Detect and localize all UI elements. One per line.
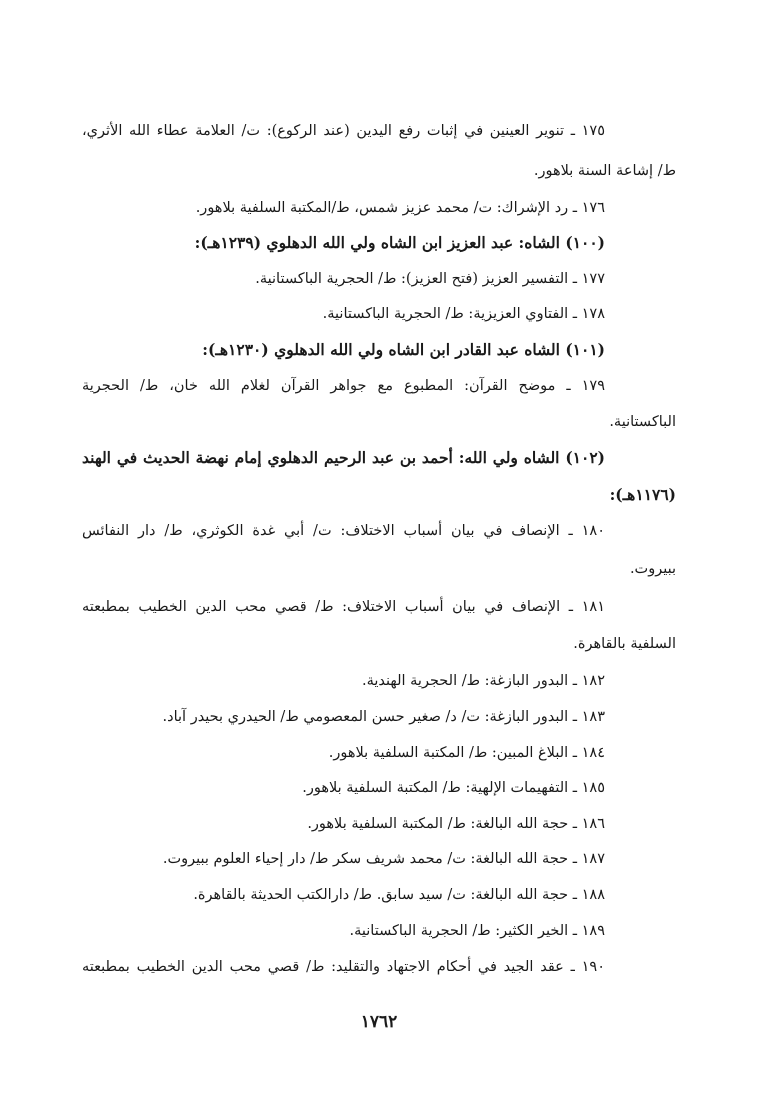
entry-189: ١٨٩ ـ الخير الكثير: ط/ الحجرية الباكستانية. xyxy=(349,923,605,939)
entry-188: ١٨٨ ـ حجة الله البالغة: ت/ سيد سابق. ط/ دارالكتب الحديثة بالقاهرة. xyxy=(193,887,605,903)
entry-186: ١٨٦ ـ حجة الله البالغة: ط/ المكتبة السلفية بلاهور. xyxy=(307,816,605,832)
entry-178: ١٧٨ ـ الفتاوي العزيزية: ط/ الحجرية الباكستانية. xyxy=(322,306,605,322)
page-number: ١٧٦٢ xyxy=(360,1012,398,1032)
entry-187: ١٨٧ ـ حجة الله البالغة: ت/ محمد شريف سكر ط/ دار إحياء العلوم ببيروت. xyxy=(162,851,605,867)
entry-185: ١٨٥ ـ التفهيمات الإلهية: ط/ المكتبة السلفية بلاهور. xyxy=(302,780,605,796)
entry-175-line-1: ١٧٥ ـ تنوير العينين في إثبات رفع اليدين (عند الركوع): ت/ العلامة عطاء الله الأثري، xyxy=(82,123,605,139)
entry-176: ١٧٦ ـ رد الإشراك: ت/ محمد عزيز شمس، ط/المكتبة السلفية بلاهور. xyxy=(195,200,605,216)
entry-182: ١٨٢ ـ البدور البازغة: ط/ الحجرية الهندية. xyxy=(361,673,605,689)
entry-179-line-2: الباكستانية. xyxy=(609,414,676,430)
heading-100: (١٠٠) الشاه: عبد العزيز ابن الشاه ولي الله الدهلوي (١٢٣٩هـ): xyxy=(194,233,605,252)
entry-190-line-1: ١٩٠ ـ عقد الجيد في أحكام الاجتهاد والتقليد: ط/ قصي محب الدين الخطيب بمطبعته xyxy=(82,959,605,975)
heading-102-line-1: (١٠٢) الشاه ولي الله: أحمد بن عبد الرحيم الدهلوي إمام نهضة الحديث في الهند xyxy=(82,448,605,467)
entry-180-line-1: ١٨٠ ـ الإنصاف في بيان أسباب الاختلاف: ت/ أبي غدة الكوثري، ط/ دار النفائس xyxy=(82,523,605,539)
heading-102-line-2: (١١٧٦هـ): xyxy=(609,485,676,504)
entry-183: ١٨٣ ـ البدور البازغة: ت/ د/ صغير حسن المعصومي ط/ الحيدري بحيدر آباد. xyxy=(162,709,605,725)
entry-177: ١٧٧ ـ التفسير العزيز (فتح العزيز): ط/ الحجرية الباكستانية. xyxy=(255,271,605,287)
entry-181-line-1: ١٨١ ـ الإنصاف في بيان أسباب الاختلاف: ط/ قصي محب الدين الخطيب بمطبعته xyxy=(82,599,605,615)
entry-175-line-2: ط/ إشاعة السنة بلاهور. xyxy=(533,163,676,179)
entry-181-line-2: السلفية بالقاهرة. xyxy=(573,636,676,652)
entry-180-line-2: ببيروت. xyxy=(629,561,676,577)
heading-101: (١٠١) الشاه عبد القادر ابن الشاه ولي الله الدهلوي (١٢٣٠هـ): xyxy=(202,340,605,359)
entry-184: ١٨٤ ـ البلاغ المبين: ط/ المكتبة السلفية بلاهور. xyxy=(328,745,605,761)
entry-179-line-1: ١٧٩ ـ موضح القرآن: المطبوع مع جواهر القرآن لغلام الله خان، ط/ الحجرية xyxy=(82,378,605,394)
